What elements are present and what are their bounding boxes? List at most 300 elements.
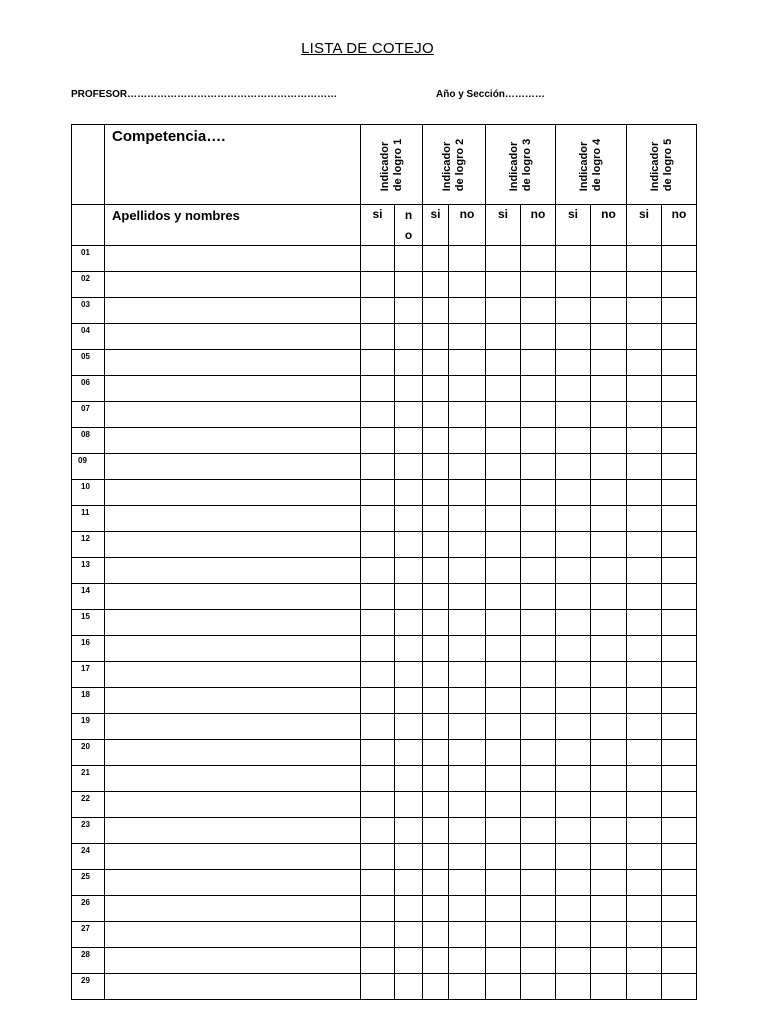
si-check-cell[interactable] [627,922,662,948]
si-check-cell[interactable] [486,246,521,272]
si-check-cell[interactable] [556,922,591,948]
no-check-cell[interactable] [662,844,697,870]
no-check-cell[interactable] [521,636,556,662]
no-check-cell[interactable] [591,506,627,532]
no-check-cell[interactable] [591,532,627,558]
no-check-cell[interactable] [449,714,486,740]
no-check-cell[interactable] [521,922,556,948]
si-check-cell[interactable] [556,402,591,428]
no-check-cell[interactable] [591,922,627,948]
no-check-cell[interactable] [521,818,556,844]
si-check-cell[interactable] [556,298,591,324]
si-check-cell[interactable] [627,350,662,376]
no-check-cell[interactable] [662,584,697,610]
si-check-cell[interactable] [361,402,395,428]
si-check-cell[interactable] [423,948,449,974]
si-check-cell[interactable] [423,246,449,272]
no-check-cell[interactable] [662,272,697,298]
si-check-cell[interactable] [556,246,591,272]
si-check-cell[interactable] [627,844,662,870]
si-check-cell[interactable] [361,298,395,324]
si-check-cell[interactable] [361,454,395,480]
no-check-cell[interactable] [449,428,486,454]
no-check-cell[interactable] [662,636,697,662]
no-check-cell[interactable] [662,558,697,584]
no-check-cell[interactable] [521,298,556,324]
si-check-cell[interactable] [423,584,449,610]
student-name-cell[interactable] [105,766,361,792]
student-name-cell[interactable] [105,350,361,376]
si-check-cell[interactable] [556,974,591,1000]
si-check-cell[interactable] [486,818,521,844]
no-check-cell[interactable] [521,974,556,1000]
si-check-cell[interactable] [627,688,662,714]
student-name-cell[interactable] [105,922,361,948]
no-check-cell[interactable] [395,870,423,896]
student-name-cell[interactable] [105,948,361,974]
no-check-cell[interactable] [591,376,627,402]
no-check-cell[interactable] [395,896,423,922]
si-check-cell[interactable] [361,974,395,1000]
si-check-cell[interactable] [361,428,395,454]
si-check-cell[interactable] [423,376,449,402]
no-check-cell[interactable] [395,766,423,792]
no-check-cell[interactable] [591,402,627,428]
no-check-cell[interactable] [449,818,486,844]
no-check-cell[interactable] [449,532,486,558]
no-check-cell[interactable] [591,246,627,272]
si-check-cell[interactable] [627,792,662,818]
si-check-cell[interactable] [556,766,591,792]
si-check-cell[interactable] [556,324,591,350]
no-check-cell[interactable] [662,298,697,324]
si-check-cell[interactable] [627,714,662,740]
si-check-cell[interactable] [556,740,591,766]
no-check-cell[interactable] [521,610,556,636]
si-check-cell[interactable] [486,740,521,766]
si-check-cell[interactable] [627,558,662,584]
si-check-cell[interactable] [627,818,662,844]
si-check-cell[interactable] [556,610,591,636]
no-check-cell[interactable] [449,324,486,350]
si-check-cell[interactable] [423,298,449,324]
si-check-cell[interactable] [556,818,591,844]
no-check-cell[interactable] [662,402,697,428]
si-check-cell[interactable] [627,766,662,792]
si-check-cell[interactable] [486,870,521,896]
si-check-cell[interactable] [556,792,591,818]
si-check-cell[interactable] [627,740,662,766]
si-check-cell[interactable] [486,402,521,428]
no-check-cell[interactable] [662,480,697,506]
si-check-cell[interactable] [361,376,395,402]
si-check-cell[interactable] [627,636,662,662]
no-check-cell[interactable] [395,636,423,662]
si-check-cell[interactable] [627,662,662,688]
no-check-cell[interactable] [449,376,486,402]
no-check-cell[interactable] [521,740,556,766]
no-check-cell[interactable] [662,532,697,558]
student-name-cell[interactable] [105,402,361,428]
no-check-cell[interactable] [662,376,697,402]
no-check-cell[interactable] [395,324,423,350]
no-check-cell[interactable] [449,662,486,688]
si-check-cell[interactable] [423,662,449,688]
no-check-cell[interactable] [449,350,486,376]
si-check-cell[interactable] [486,480,521,506]
si-check-cell[interactable] [627,974,662,1000]
si-check-cell[interactable] [627,428,662,454]
si-check-cell[interactable] [361,506,395,532]
si-check-cell[interactable] [361,584,395,610]
si-check-cell[interactable] [361,324,395,350]
si-check-cell[interactable] [556,506,591,532]
no-check-cell[interactable] [521,350,556,376]
no-check-cell[interactable] [395,402,423,428]
no-check-cell[interactable] [449,558,486,584]
no-check-cell[interactable] [662,766,697,792]
si-check-cell[interactable] [486,636,521,662]
si-check-cell[interactable] [556,272,591,298]
no-check-cell[interactable] [591,896,627,922]
no-check-cell[interactable] [449,688,486,714]
si-check-cell[interactable] [556,558,591,584]
si-check-cell[interactable] [486,688,521,714]
si-check-cell[interactable] [486,324,521,350]
student-name-cell[interactable] [105,636,361,662]
no-check-cell[interactable] [449,922,486,948]
no-check-cell[interactable] [662,948,697,974]
si-check-cell[interactable] [423,844,449,870]
no-check-cell[interactable] [395,480,423,506]
no-check-cell[interactable] [662,792,697,818]
student-name-cell[interactable] [105,428,361,454]
no-check-cell[interactable] [521,376,556,402]
no-check-cell[interactable] [591,584,627,610]
student-name-cell[interactable] [105,610,361,636]
student-name-cell[interactable] [105,896,361,922]
no-check-cell[interactable] [395,558,423,584]
no-check-cell[interactable] [591,714,627,740]
student-name-cell[interactable] [105,792,361,818]
no-check-cell[interactable] [591,818,627,844]
no-check-cell[interactable] [449,766,486,792]
no-check-cell[interactable] [395,922,423,948]
no-check-cell[interactable] [395,350,423,376]
no-check-cell[interactable] [591,844,627,870]
student-name-cell[interactable] [105,298,361,324]
no-check-cell[interactable] [662,324,697,350]
si-check-cell[interactable] [627,454,662,480]
no-check-cell[interactable] [395,428,423,454]
no-check-cell[interactable] [449,246,486,272]
no-check-cell[interactable] [395,532,423,558]
no-check-cell[interactable] [591,350,627,376]
si-check-cell[interactable] [486,610,521,636]
student-name-cell[interactable] [105,974,361,1000]
student-name-cell[interactable] [105,688,361,714]
si-check-cell[interactable] [556,350,591,376]
no-check-cell[interactable] [395,272,423,298]
no-check-cell[interactable] [591,740,627,766]
no-check-cell[interactable] [521,402,556,428]
no-check-cell[interactable] [662,870,697,896]
no-check-cell[interactable] [521,480,556,506]
no-check-cell[interactable] [591,870,627,896]
si-check-cell[interactable] [486,714,521,740]
no-check-cell[interactable] [449,402,486,428]
si-check-cell[interactable] [423,272,449,298]
si-check-cell[interactable] [361,350,395,376]
no-check-cell[interactable] [395,376,423,402]
no-check-cell[interactable] [521,948,556,974]
no-check-cell[interactable] [449,740,486,766]
no-check-cell[interactable] [449,974,486,1000]
no-check-cell[interactable] [395,818,423,844]
si-check-cell[interactable] [423,480,449,506]
no-check-cell[interactable] [521,844,556,870]
si-check-cell[interactable] [627,948,662,974]
si-check-cell[interactable] [627,870,662,896]
no-check-cell[interactable] [395,246,423,272]
si-check-cell[interactable] [423,428,449,454]
no-check-cell[interactable] [662,246,697,272]
si-check-cell[interactable] [486,454,521,480]
si-check-cell[interactable] [486,558,521,584]
si-check-cell[interactable] [423,714,449,740]
no-check-cell[interactable] [521,428,556,454]
si-check-cell[interactable] [361,480,395,506]
no-check-cell[interactable] [395,714,423,740]
si-check-cell[interactable] [486,584,521,610]
no-check-cell[interactable] [395,610,423,636]
student-name-cell[interactable] [105,714,361,740]
no-check-cell[interactable] [591,298,627,324]
no-check-cell[interactable] [591,610,627,636]
si-check-cell[interactable] [423,350,449,376]
no-check-cell[interactable] [591,636,627,662]
no-check-cell[interactable] [662,454,697,480]
no-check-cell[interactable] [591,948,627,974]
si-check-cell[interactable] [361,532,395,558]
no-check-cell[interactable] [591,428,627,454]
si-check-cell[interactable] [423,896,449,922]
no-check-cell[interactable] [395,298,423,324]
si-check-cell[interactable] [423,922,449,948]
no-check-cell[interactable] [395,506,423,532]
si-check-cell[interactable] [627,246,662,272]
no-check-cell[interactable] [449,610,486,636]
si-check-cell[interactable] [556,662,591,688]
no-check-cell[interactable] [521,870,556,896]
no-check-cell[interactable] [395,688,423,714]
no-check-cell[interactable] [591,792,627,818]
si-check-cell[interactable] [361,948,395,974]
student-name-cell[interactable] [105,376,361,402]
no-check-cell[interactable] [662,350,697,376]
no-check-cell[interactable] [662,662,697,688]
no-check-cell[interactable] [395,454,423,480]
no-check-cell[interactable] [521,584,556,610]
si-check-cell[interactable] [486,272,521,298]
si-check-cell[interactable] [627,402,662,428]
si-check-cell[interactable] [361,766,395,792]
no-check-cell[interactable] [521,272,556,298]
no-check-cell[interactable] [591,766,627,792]
si-check-cell[interactable] [486,532,521,558]
si-check-cell[interactable] [556,636,591,662]
student-name-cell[interactable] [105,558,361,584]
si-check-cell[interactable] [556,428,591,454]
no-check-cell[interactable] [521,714,556,740]
no-check-cell[interactable] [521,766,556,792]
si-check-cell[interactable] [486,350,521,376]
no-check-cell[interactable] [521,896,556,922]
si-check-cell[interactable] [556,480,591,506]
si-check-cell[interactable] [361,636,395,662]
si-check-cell[interactable] [361,896,395,922]
no-check-cell[interactable] [395,662,423,688]
si-check-cell[interactable] [486,948,521,974]
si-check-cell[interactable] [423,818,449,844]
no-check-cell[interactable] [591,558,627,584]
si-check-cell[interactable] [627,896,662,922]
si-check-cell[interactable] [627,610,662,636]
si-check-cell[interactable] [361,922,395,948]
no-check-cell[interactable] [449,298,486,324]
si-check-cell[interactable] [486,792,521,818]
si-check-cell[interactable] [627,376,662,402]
student-name-cell[interactable] [105,324,361,350]
no-check-cell[interactable] [395,584,423,610]
si-check-cell[interactable] [423,792,449,818]
si-check-cell[interactable] [423,324,449,350]
no-check-cell[interactable] [449,506,486,532]
si-check-cell[interactable] [361,610,395,636]
no-check-cell[interactable] [662,506,697,532]
no-check-cell[interactable] [591,974,627,1000]
si-check-cell[interactable] [423,974,449,1000]
no-check-cell[interactable] [521,506,556,532]
no-check-cell[interactable] [521,246,556,272]
si-check-cell[interactable] [486,298,521,324]
no-check-cell[interactable] [395,948,423,974]
si-check-cell[interactable] [486,766,521,792]
si-check-cell[interactable] [361,870,395,896]
si-check-cell[interactable] [361,714,395,740]
no-check-cell[interactable] [449,584,486,610]
si-check-cell[interactable] [486,844,521,870]
no-check-cell[interactable] [521,454,556,480]
si-check-cell[interactable] [486,922,521,948]
si-check-cell[interactable] [423,688,449,714]
no-check-cell[interactable] [449,792,486,818]
si-check-cell[interactable] [361,558,395,584]
si-check-cell[interactable] [556,948,591,974]
student-name-cell[interactable] [105,272,361,298]
no-check-cell[interactable] [662,428,697,454]
student-name-cell[interactable] [105,454,361,480]
no-check-cell[interactable] [521,792,556,818]
si-check-cell[interactable] [556,688,591,714]
si-check-cell[interactable] [423,870,449,896]
no-check-cell[interactable] [395,974,423,1000]
si-check-cell[interactable] [361,662,395,688]
no-check-cell[interactable] [395,792,423,818]
no-check-cell[interactable] [449,480,486,506]
no-check-cell[interactable] [662,974,697,1000]
si-check-cell[interactable] [361,246,395,272]
si-check-cell[interactable] [627,272,662,298]
si-check-cell[interactable] [423,402,449,428]
student-name-cell[interactable] [105,506,361,532]
student-name-cell[interactable] [105,740,361,766]
si-check-cell[interactable] [627,480,662,506]
si-check-cell[interactable] [627,324,662,350]
no-check-cell[interactable] [521,324,556,350]
no-check-cell[interactable] [521,688,556,714]
no-check-cell[interactable] [662,896,697,922]
no-check-cell[interactable] [449,870,486,896]
no-check-cell[interactable] [521,532,556,558]
student-name-cell[interactable] [105,584,361,610]
no-check-cell[interactable] [591,454,627,480]
si-check-cell[interactable] [556,896,591,922]
si-check-cell[interactable] [423,636,449,662]
si-check-cell[interactable] [556,844,591,870]
no-check-cell[interactable] [521,662,556,688]
si-check-cell[interactable] [361,740,395,766]
student-name-cell[interactable] [105,532,361,558]
si-check-cell[interactable] [486,428,521,454]
student-name-cell[interactable] [105,246,361,272]
no-check-cell[interactable] [449,636,486,662]
student-name-cell[interactable] [105,870,361,896]
si-check-cell[interactable] [556,376,591,402]
no-check-cell[interactable] [591,324,627,350]
si-check-cell[interactable] [486,506,521,532]
no-check-cell[interactable] [662,688,697,714]
no-check-cell[interactable] [591,480,627,506]
si-check-cell[interactable] [486,376,521,402]
si-check-cell[interactable] [556,870,591,896]
si-check-cell[interactable] [423,740,449,766]
no-check-cell[interactable] [449,454,486,480]
si-check-cell[interactable] [361,844,395,870]
no-check-cell[interactable] [449,272,486,298]
student-name-cell[interactable] [105,844,361,870]
si-check-cell[interactable] [423,532,449,558]
si-check-cell[interactable] [486,662,521,688]
no-check-cell[interactable] [395,844,423,870]
no-check-cell[interactable] [662,818,697,844]
no-check-cell[interactable] [591,688,627,714]
si-check-cell[interactable] [627,584,662,610]
si-check-cell[interactable] [627,298,662,324]
si-check-cell[interactable] [423,454,449,480]
no-check-cell[interactable] [449,844,486,870]
student-name-cell[interactable] [105,818,361,844]
no-check-cell[interactable] [591,662,627,688]
si-check-cell[interactable] [423,506,449,532]
student-name-cell[interactable] [105,480,361,506]
si-check-cell[interactable] [423,610,449,636]
si-check-cell[interactable] [486,974,521,1000]
no-check-cell[interactable] [591,272,627,298]
no-check-cell[interactable] [662,922,697,948]
no-check-cell[interactable] [662,714,697,740]
si-check-cell[interactable] [423,766,449,792]
